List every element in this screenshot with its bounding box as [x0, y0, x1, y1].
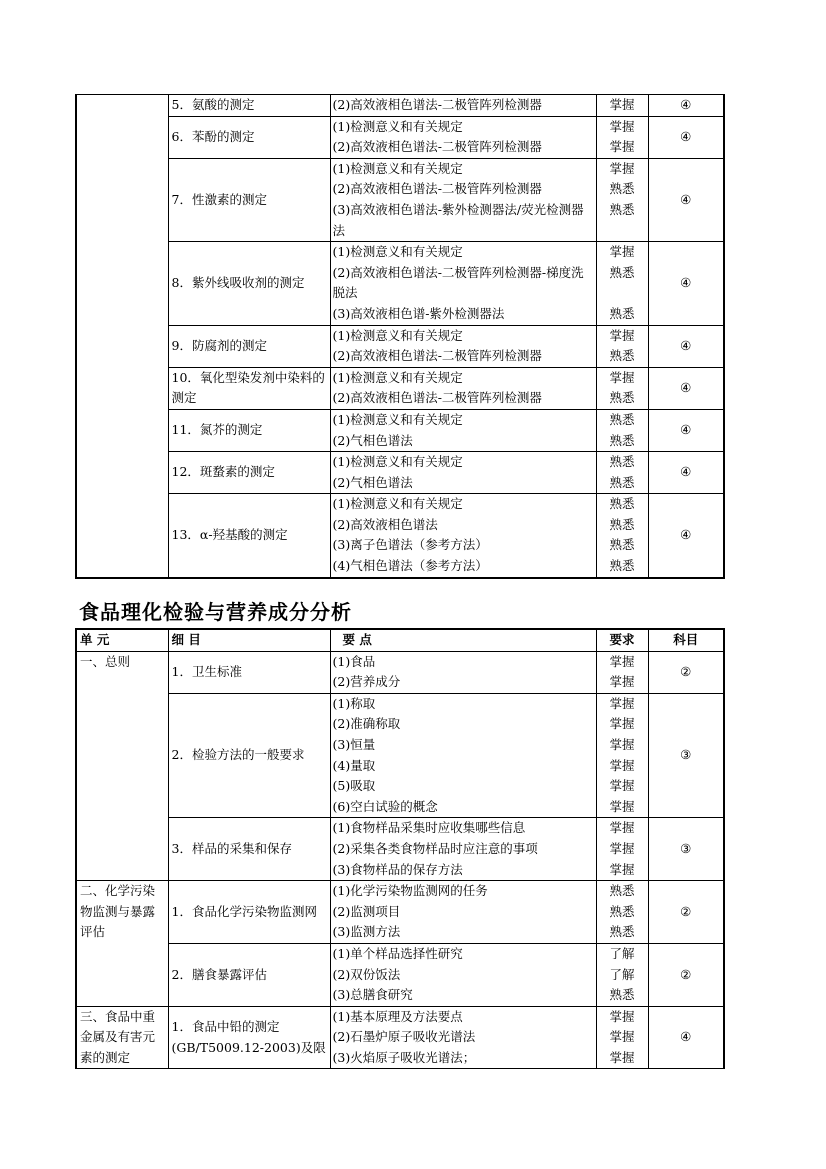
line: 掌握	[609, 97, 635, 112]
line: 掌握	[609, 1049, 635, 1065]
line: 熟悉	[609, 496, 635, 512]
line: 掌握	[609, 244, 635, 260]
points-cell	[330, 881, 596, 944]
line: 掌握	[609, 653, 635, 669]
line: 掌握	[609, 118, 635, 134]
unit-cell: 三、食品中重金属及有害元素的测定	[76, 1006, 168, 1069]
subject-cell: ②	[648, 651, 724, 693]
header-unit: 单 元	[76, 629, 168, 651]
line: 熟悉	[609, 181, 635, 197]
line: (3)高效液相色谱法-紫外检测器法/荧光检测器法	[332, 201, 584, 238]
line: 熟悉	[609, 883, 635, 899]
points-cell	[330, 818, 596, 881]
header-points: 要 点	[330, 629, 596, 651]
req-cell	[596, 409, 648, 451]
line: (1)检测意义和有关规定	[332, 369, 463, 385]
subject-cell: ②	[648, 943, 724, 1006]
line: 熟悉	[609, 348, 635, 364]
line: (2)营养成分	[332, 674, 401, 690]
subject-cell: ③	[648, 693, 724, 818]
item-cell: 5．氨酸的测定	[168, 95, 330, 117]
points-cell	[330, 494, 596, 578]
line: 掌握	[609, 861, 635, 877]
line: (2)高效液相色谱法-二极管阵列检测器	[332, 348, 542, 364]
item-cell: 9．防腐剂的测定	[168, 325, 330, 367]
line: (3)高效液相色谱-紫外检测器法	[332, 305, 505, 321]
line: 熟悉	[609, 537, 635, 553]
line: 熟悉	[609, 432, 635, 448]
line: 掌握	[609, 778, 635, 794]
line: (1)食物样品采集时应收集哪些信息	[332, 820, 526, 836]
unit-cell	[76, 95, 168, 578]
line: 掌握	[609, 1008, 635, 1024]
req-cell	[596, 881, 648, 944]
line: 掌握	[609, 695, 635, 711]
table-row	[76, 95, 724, 117]
points-cell	[330, 943, 596, 1006]
line: (3)监测方法	[332, 924, 401, 940]
line: (4)量取	[332, 757, 376, 773]
points-cell	[330, 116, 596, 158]
table-header-row	[76, 629, 724, 651]
table-row	[76, 325, 724, 367]
table-row	[76, 693, 724, 818]
line: (3)恒量	[332, 736, 376, 752]
points-cell	[330, 452, 596, 494]
line: 了解	[609, 966, 635, 982]
line: 熟悉	[609, 264, 635, 280]
header-req: 要求	[596, 629, 648, 651]
table-row	[76, 158, 724, 241]
table-row	[76, 651, 724, 693]
points-cell	[330, 242, 596, 325]
line: (2)石墨炉原子吸收光谱法	[332, 1029, 476, 1045]
table-row	[76, 881, 724, 944]
req-cell	[596, 242, 648, 325]
item-cell: 1．食品化学污染物监测网	[168, 881, 330, 944]
line: (2)高效液相色谱法-二极管阵列检测器-梯度洗脱法	[332, 264, 584, 301]
line: (1)食品	[332, 653, 376, 669]
line: (1)检测意义和有关规定	[332, 411, 463, 427]
subject-cell: ④	[648, 95, 724, 117]
line: (2)双份饭法	[332, 966, 401, 982]
unit-cell: 二、化学污染物监测与暴露评估	[76, 881, 168, 1007]
subject-cell: ④	[648, 242, 724, 325]
item-cell: 1．食品中铅的测定(GB/T5009.12-2003)及限	[168, 1006, 330, 1069]
line: 掌握	[609, 798, 635, 814]
line: (6)空白试验的概念	[332, 798, 438, 814]
line: (2)高效液相色谱法-二极管阵列检测器	[332, 97, 542, 112]
line: (1)化学污染物监测网的任务	[332, 883, 488, 899]
line: 熟悉	[609, 516, 635, 532]
line: (1)检测意义和有关规定	[332, 496, 463, 512]
subject-cell: ③	[648, 818, 724, 881]
line: 掌握	[609, 1029, 635, 1045]
line: (4)气相色谱法（参考方法）	[332, 558, 488, 574]
req-cell	[596, 943, 648, 1006]
req-cell	[596, 452, 648, 494]
subject-cell: ④	[648, 494, 724, 578]
line: 掌握	[609, 369, 635, 385]
points-cell	[330, 95, 596, 117]
table-row	[76, 409, 724, 451]
req-cell	[596, 116, 648, 158]
req-cell	[596, 95, 648, 117]
line: 熟悉	[609, 903, 635, 919]
item-cell: 13．α-羟基酸的测定	[168, 494, 330, 578]
line: 掌握	[609, 736, 635, 752]
line: (1)检测意义和有关规定	[332, 244, 463, 260]
points-cell	[330, 158, 596, 241]
cosmetics-test-table	[75, 94, 725, 579]
req-cell	[596, 693, 648, 818]
line: 熟悉	[609, 558, 635, 574]
line: (2)监测项目	[332, 903, 401, 919]
item-cell: 10．氧化型染发剂中染料的测定	[168, 367, 330, 409]
item-cell: 2．膳食暴露评估	[168, 943, 330, 1006]
subject-cell: ④	[648, 367, 724, 409]
line: (2)气相色谱法	[332, 432, 413, 448]
table-row	[76, 242, 724, 325]
table-row	[76, 818, 724, 881]
header-item: 细 目	[168, 629, 330, 651]
line: (1)检测意义和有关规定	[332, 118, 463, 134]
points-cell	[330, 1006, 596, 1069]
item-cell: 3．样品的采集和保存	[168, 818, 330, 881]
points-cell	[330, 651, 596, 693]
header-subject: 科目	[648, 629, 724, 651]
item-cell: 8．紫外线吸收剂的测定	[168, 242, 330, 325]
points-cell	[330, 367, 596, 409]
line: (5)吸取	[332, 778, 376, 794]
req-cell	[596, 818, 648, 881]
table-row	[76, 943, 724, 1006]
req-cell	[596, 651, 648, 693]
line: 掌握	[609, 674, 635, 690]
line: 熟悉	[609, 201, 635, 217]
item-cell: 1．卫生标准	[168, 651, 330, 693]
unit-cell: 一、总则	[76, 651, 168, 881]
points-cell	[330, 325, 596, 367]
line: 掌握	[609, 820, 635, 836]
line: 掌握	[609, 139, 635, 155]
line: 熟悉	[609, 454, 635, 470]
line: 掌握	[609, 160, 635, 176]
table-row	[76, 494, 724, 578]
line: 熟悉	[609, 305, 635, 321]
table-row	[76, 367, 724, 409]
line: 掌握	[609, 716, 635, 732]
line: (3)火焰原子吸收光谱法；	[332, 1049, 476, 1065]
req-cell	[596, 325, 648, 367]
line: (3)食物样品的保存方法	[332, 861, 463, 877]
table-row	[76, 1006, 724, 1069]
subject-cell: ②	[648, 881, 724, 944]
line: 掌握	[609, 840, 635, 856]
line: (2)高效液相色谱法-二极管阵列检测器	[332, 390, 542, 406]
item-cell: 12．斑蝥素的测定	[168, 452, 330, 494]
line: (1)称取	[332, 695, 376, 711]
line: (1)单个样品选择性研究	[332, 945, 463, 961]
line: (2)高效液相色谱法	[332, 516, 438, 532]
line: (1)检测意义和有关规定	[332, 327, 463, 343]
req-cell	[596, 367, 648, 409]
line: 熟悉	[609, 474, 635, 490]
line: 熟悉	[609, 390, 635, 406]
subject-cell: ④	[648, 158, 724, 241]
req-cell	[596, 158, 648, 241]
line: (1)基本原理及方法要点	[332, 1008, 463, 1024]
line: 熟悉	[609, 987, 635, 1003]
subject-cell: ④	[648, 116, 724, 158]
item-cell: 6．苯酚的测定	[168, 116, 330, 158]
line: (2)气相色谱法	[332, 474, 413, 490]
item-cell: 7．性激素的测定	[168, 158, 330, 241]
req-cell	[596, 1006, 648, 1069]
line: 了解	[609, 945, 635, 961]
line: (3)总膳食研究	[332, 987, 413, 1003]
food-analysis-table	[75, 628, 725, 1069]
subject-cell: ④	[648, 325, 724, 367]
table-row	[76, 452, 724, 494]
subject-cell: ④	[648, 452, 724, 494]
line: 掌握	[609, 757, 635, 773]
table-row	[76, 116, 724, 158]
line: 熟悉	[609, 924, 635, 940]
line: 掌握	[609, 327, 635, 343]
item-cell: 2．检验方法的一般要求	[168, 693, 330, 818]
line: (1)检测意义和有关规定	[332, 160, 463, 176]
points-cell	[330, 409, 596, 451]
points-cell	[330, 693, 596, 818]
section-title: 食品理化检验与营养成分分析	[79, 600, 352, 624]
line: 熟悉	[609, 411, 635, 427]
line: (1)检测意义和有关规定	[332, 454, 463, 470]
line: (2)高效液相色谱法-二极管阵列检测器	[332, 139, 542, 155]
subject-cell: ④	[648, 1006, 724, 1069]
line: (2)高效液相色谱法-二极管阵列检测器	[332, 181, 542, 197]
item-cell: 11．氮芥的测定	[168, 409, 330, 451]
line: (2)准确称取	[332, 716, 401, 732]
line: (2)采集各类食物样品时应注意的事项	[332, 840, 538, 856]
subject-cell: ④	[648, 409, 724, 451]
req-cell	[596, 494, 648, 578]
line: (3)离子色谱法（参考方法）	[332, 537, 488, 553]
